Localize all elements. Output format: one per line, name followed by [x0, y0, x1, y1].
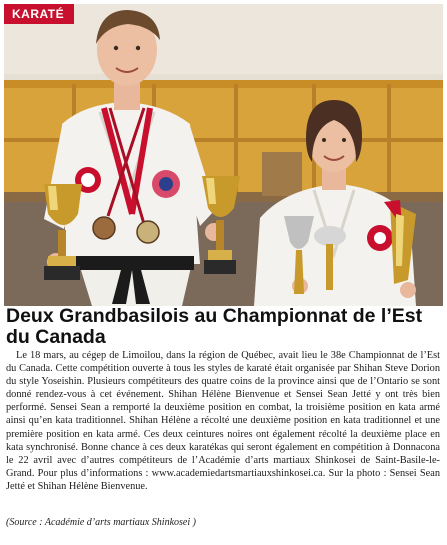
photo-image: [4, 4, 443, 306]
article-headline: Deux Grandbasilois au Championnat de l’Est du Canada: [6, 305, 423, 348]
article-body: Le 18 mars, au cégep de Limoilou, dans la région de Québec, avait lieu le 38e Championnat de l’Est du Canada. Cette compétition ouverte à tous les styles de karaté était organisée par Shihan Steve Dorion du style Yoseishin. Plusieurs compétiteurs des quatre coins de la province ainsi que de l’Ontario se sont donné rendez-vous à cet événement. Shihan Hélène Bienvenue et Sensei Sean Jetté y ont très bien performé. Sensei Sean a remporté la deuxième position en combat, la troisième position en kata armé ainsi qu’en kata traditionnel. Shihan Hélène a récolté une deuxième position en kata traditionnel et une première position en kata armé. Ces deux ceintures noires ont également récolté la deuxième place en kata synchronisé. Bonne chance à ces deux karatékas qui seront également en compétition à Donnacona le 22 avril avec d’autres compétiteurs de l’Académie d’arts martiaux Shinkosei de Saint-Basile-le-Grand. Pour plus d’informations : www.academiedartsmartiauxshinkosei.ca. Sur la photo : Sensei Sean Jetté et Shihan Hélène Bienvenue.: [6, 350, 440, 492]
photo-source-credit: (Source : Académie d’arts martiaux Shinkosei ): [6, 517, 196, 528]
section-tag: KARATÉ: [4, 4, 74, 24]
article-photo: [4, 4, 443, 306]
